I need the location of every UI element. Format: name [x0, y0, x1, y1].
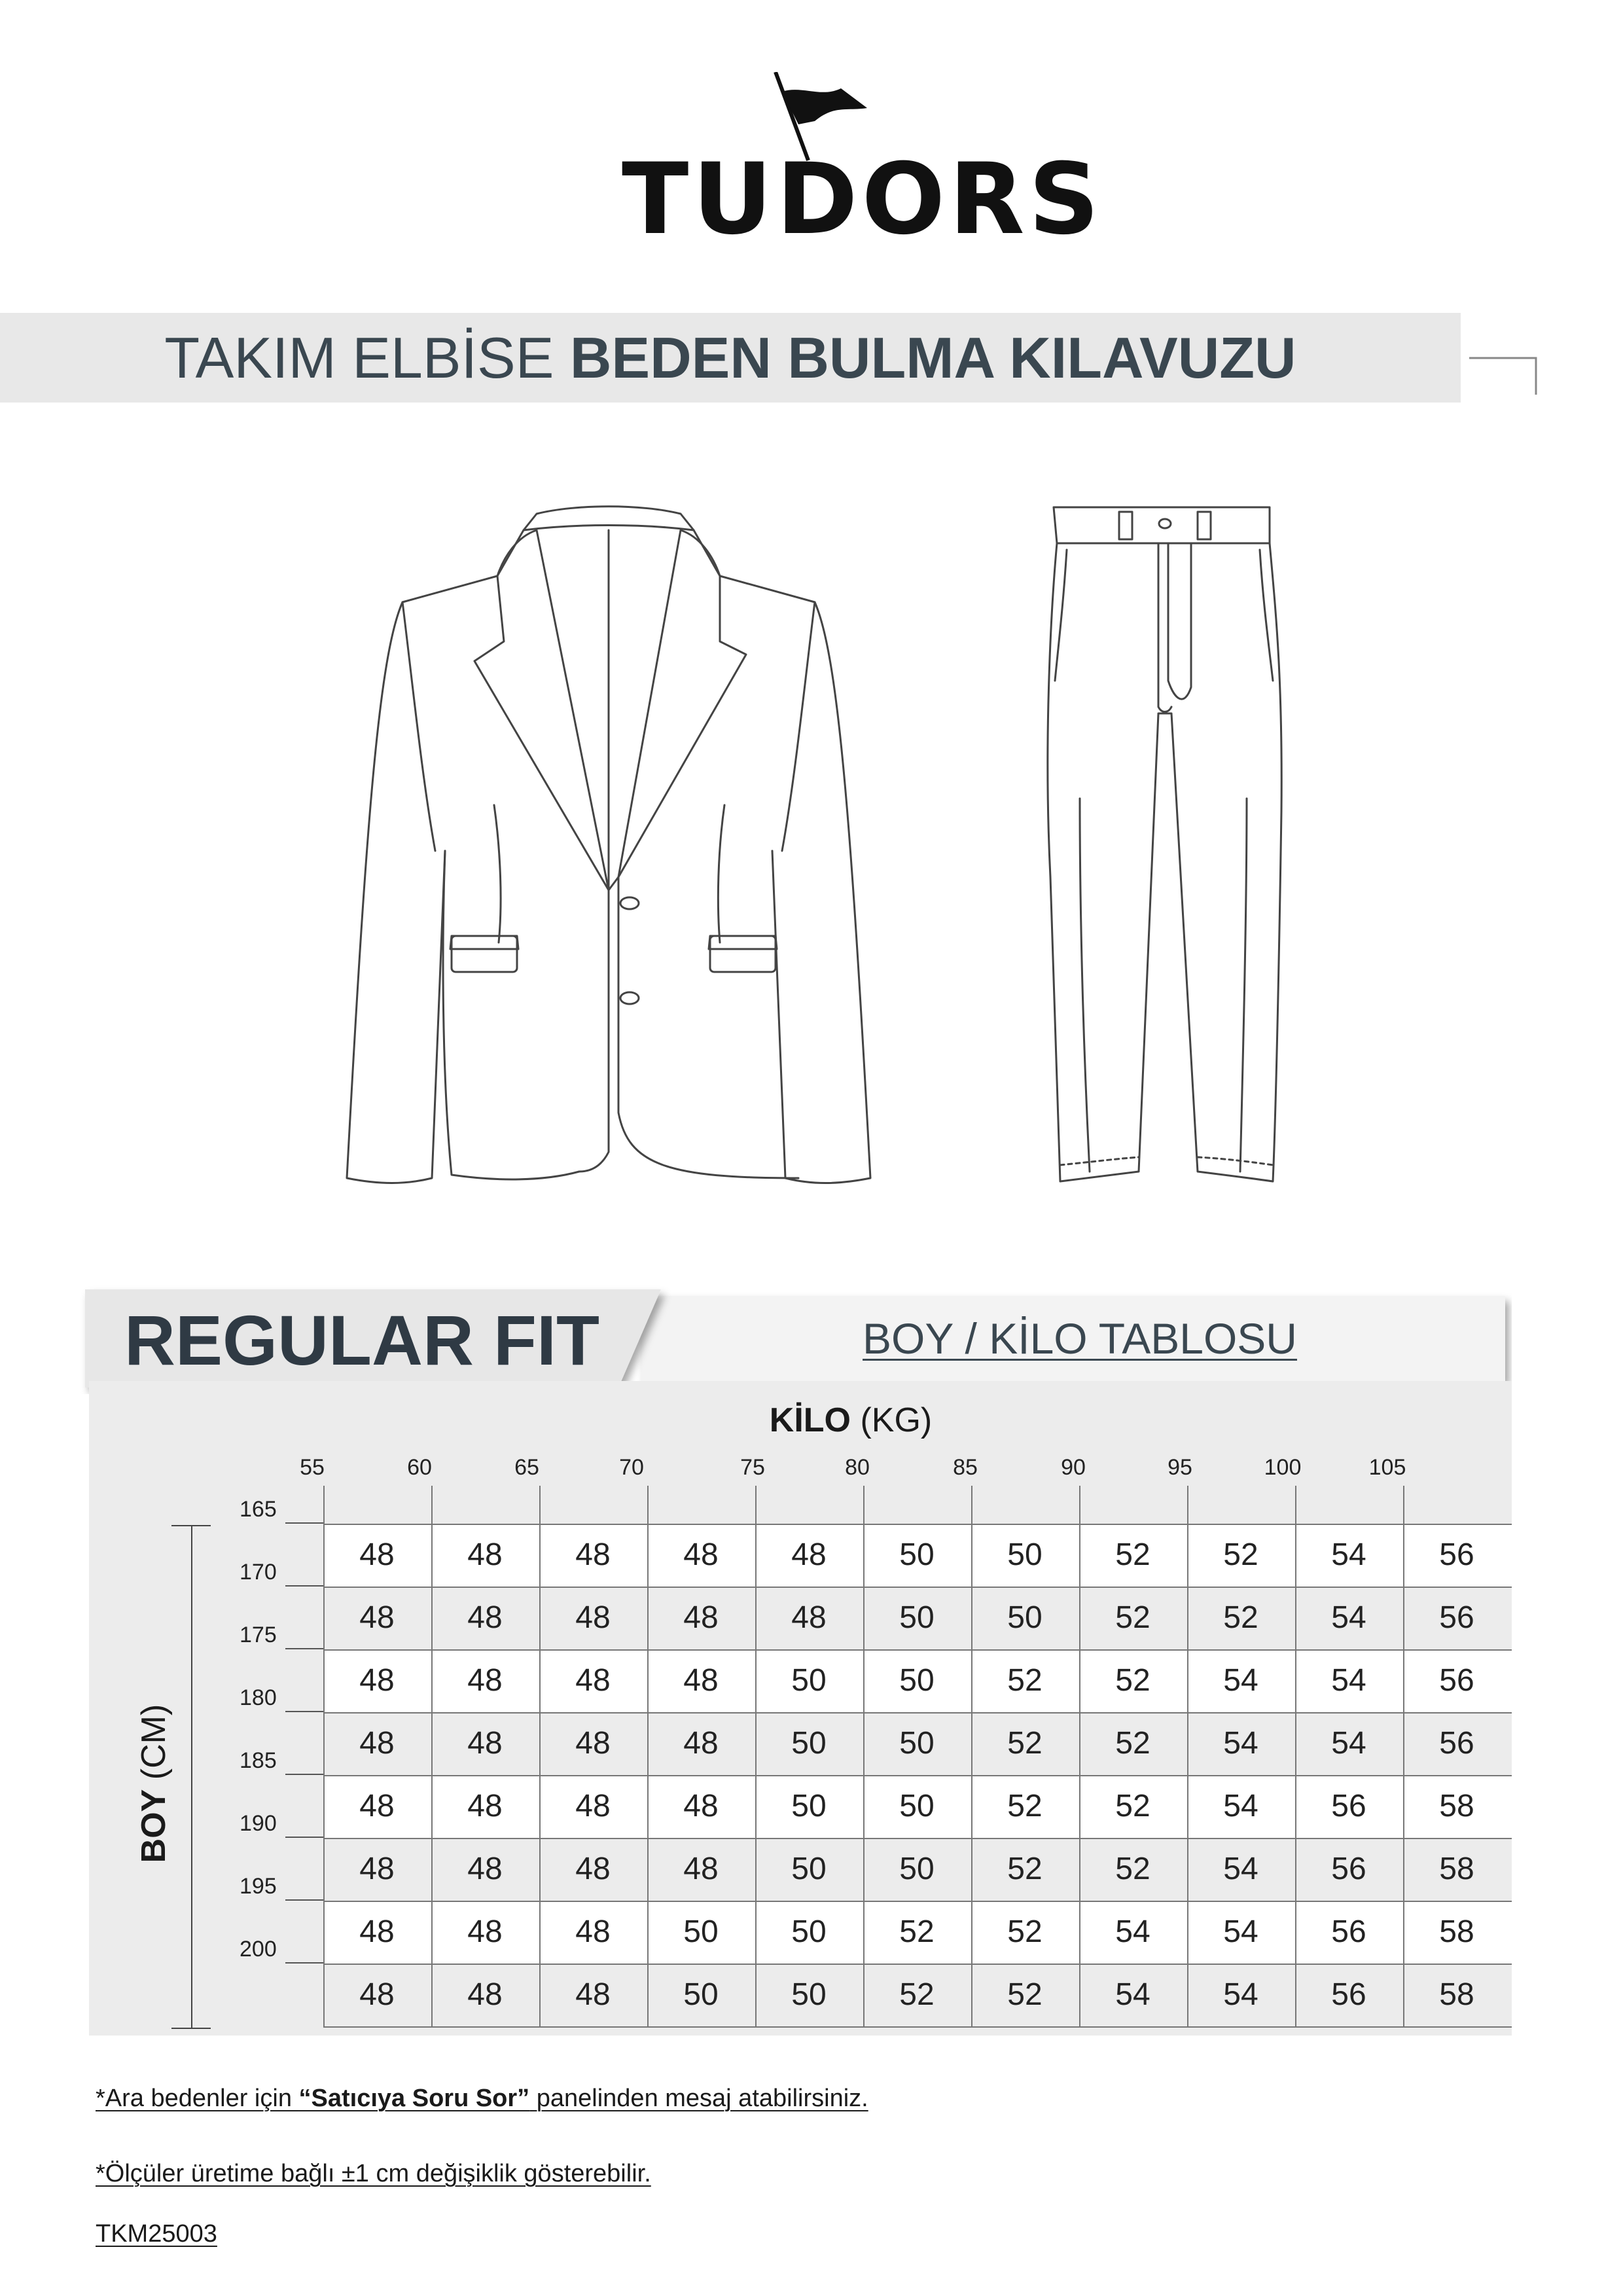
size-cell: 48 [683, 1789, 719, 1823]
kilo-axis-title [654, 1397, 1047, 1443]
boy-tick: 200 [240, 1937, 277, 1962]
size-cell: 56 [1331, 1914, 1366, 1949]
kilo-tick: 100 [1264, 1455, 1302, 1480]
kilo-tick: 75 [740, 1455, 765, 1480]
logo-text: TUDORS [622, 143, 1103, 257]
size-cell: 50 [683, 1977, 719, 2012]
size-cell: 52 [1007, 1789, 1043, 1823]
note-measurement-tolerance [96, 2160, 651, 2188]
size-cell: 52 [1115, 1852, 1150, 1886]
kilo-tick-stub [1187, 1486, 1188, 1524]
size-cell: 58 [1439, 1852, 1474, 1886]
size-cell: 50 [899, 1600, 935, 1635]
kilo-tick: 80 [845, 1455, 870, 1480]
grid-column-line [431, 1524, 433, 2028]
table-row [323, 1524, 1512, 1587]
size-cell: 50 [899, 1852, 935, 1886]
kilo-tick-stub [647, 1486, 649, 1524]
boy-axis-title [131, 1698, 177, 1869]
size-cell: 52 [1115, 1600, 1150, 1635]
table-row [323, 1838, 1512, 1901]
size-cell: 56 [1331, 1852, 1366, 1886]
size-cell: 48 [575, 1726, 611, 1761]
size-cell: 48 [467, 1977, 503, 2012]
size-cell: 48 [683, 1663, 719, 1698]
size-cell: 48 [359, 1537, 395, 1572]
grid-row-line [323, 1524, 1512, 1525]
kilo-tick: 90 [1061, 1455, 1086, 1480]
size-cell: 48 [359, 1600, 395, 1635]
size-cell: 54 [1223, 1663, 1258, 1698]
title-bold: BEDEN BULMA KILAVUZU [569, 325, 1296, 390]
size-cell: 48 [575, 1977, 611, 2012]
size-cell: 56 [1439, 1726, 1474, 1761]
size-cell: 52 [1115, 1537, 1150, 1572]
size-cell: 50 [1007, 1537, 1043, 1572]
size-cell: 52 [1007, 1726, 1043, 1761]
size-cell: 52 [1007, 1663, 1043, 1698]
size-cell: 56 [1331, 1977, 1366, 2012]
size-cell: 56 [1439, 1663, 1474, 1698]
size-cell: 52 [1007, 1977, 1043, 2012]
note2-text: *Ölçüler üretime bağlı ±1 cm değişiklik gösterebilir. [96, 2160, 651, 2187]
grid-column-line [1295, 1524, 1296, 2028]
grid-column-line [323, 1524, 325, 2028]
note1-post: panelinden mesaj atabilirsiniz. [529, 2085, 868, 2112]
size-cell: 54 [1223, 1726, 1258, 1761]
note-intermediate-sizes [96, 2085, 868, 2113]
table-row [323, 1587, 1512, 1649]
size-cell: 58 [1439, 1789, 1474, 1823]
kilo-tick: 95 [1168, 1455, 1192, 1480]
size-cell: 54 [1223, 1914, 1258, 1949]
boy-axis-cap-bottom [171, 2028, 211, 2029]
kilo-axis-title-bold: KİLO [769, 1401, 851, 1439]
grid-row-line [323, 1964, 1512, 1965]
product-code-text: TKM25003 [96, 2220, 217, 2248]
size-cell: 48 [575, 1600, 611, 1635]
table-row [323, 1712, 1512, 1775]
size-cell: 48 [467, 1537, 503, 1572]
size-cell: 48 [683, 1537, 719, 1572]
table-row [323, 1775, 1512, 1838]
size-cell: 54 [1331, 1600, 1366, 1635]
boy-tick-line [285, 1711, 323, 1712]
size-cell: 54 [1331, 1726, 1366, 1761]
size-cell: 50 [791, 1789, 827, 1823]
grid-column-line [1187, 1524, 1188, 2028]
grid-row-line [323, 1649, 1512, 1651]
size-cell: 48 [791, 1600, 827, 1635]
boy-tick-line [285, 1899, 323, 1901]
kilo-tick-stub [1295, 1486, 1296, 1524]
boy-tick: 185 [240, 1748, 277, 1773]
size-cell: 54 [1331, 1537, 1366, 1572]
size-cell: 52 [1007, 1852, 1043, 1886]
size-cell: 56 [1331, 1789, 1366, 1823]
size-cell: 48 [359, 1914, 395, 1949]
size-cell: 50 [899, 1663, 935, 1698]
size-cell: 50 [683, 1914, 719, 1949]
kilo-tick-stub [863, 1486, 865, 1524]
size-cell: 48 [359, 1977, 395, 2012]
boy-axis-title-bold: BOY [135, 1789, 173, 1863]
boy-tick: 175 [240, 1623, 277, 1647]
size-cell: 58 [1439, 1977, 1474, 2012]
size-cell: 48 [359, 1663, 395, 1698]
kilo-tick-stub [971, 1486, 972, 1524]
size-cell: 48 [467, 1852, 503, 1886]
note1-bold: “Satıcıya Soru Sor” [298, 2085, 530, 2112]
size-cell: 50 [791, 1977, 827, 2012]
size-cell: 48 [683, 1600, 719, 1635]
grid-row-line [323, 2026, 1512, 2028]
kilo-tick-stub [1079, 1486, 1080, 1524]
kilo-tick-stub [431, 1486, 433, 1524]
trousers-drawing [1048, 507, 1281, 1181]
size-cell: 54 [1115, 1914, 1150, 1949]
kilo-tick-stub [323, 1486, 325, 1524]
size-cell: 48 [359, 1726, 395, 1761]
grid-column-line [1403, 1524, 1404, 2028]
size-cell: 54 [1223, 1852, 1258, 1886]
size-cell: 58 [1439, 1914, 1474, 1949]
size-cell: 48 [575, 1663, 611, 1698]
size-grid [323, 1524, 1512, 2028]
size-cell: 52 [1223, 1537, 1258, 1572]
grid-row-line [323, 1838, 1512, 1839]
size-cell: 52 [1223, 1600, 1258, 1635]
grid-row-line [323, 1775, 1512, 1776]
grid-row-line [323, 1587, 1512, 1588]
size-cell: 48 [467, 1726, 503, 1761]
table-row [323, 1964, 1512, 2026]
product-code [96, 2220, 217, 2248]
boy-axis-line [191, 1525, 192, 2029]
kilo-tick: 105 [1368, 1455, 1406, 1480]
size-cell: 56 [1439, 1537, 1474, 1572]
size-cell: 50 [899, 1726, 935, 1761]
table-row [323, 1901, 1512, 1964]
grid-column-line [863, 1524, 865, 2028]
boy-tick: 165 [240, 1497, 277, 1522]
grid-column-line [539, 1524, 541, 2028]
kilo-tick: 65 [514, 1455, 539, 1480]
boy-tick-line [285, 1585, 323, 1587]
size-cell: 50 [791, 1914, 827, 1949]
size-cell: 48 [575, 1789, 611, 1823]
kilo-tick: 55 [300, 1455, 325, 1480]
size-cell: 54 [1115, 1977, 1150, 2012]
size-cell: 48 [575, 1914, 611, 1949]
table-row [323, 1649, 1512, 1712]
corner-mark [1469, 357, 1554, 396]
size-cell: 52 [1007, 1914, 1043, 1949]
boy-tick-line [285, 1522, 323, 1524]
grid-column-line [647, 1524, 649, 2028]
size-cell: 48 [359, 1789, 395, 1823]
boy-tick: 195 [240, 1874, 277, 1899]
grid-row-line [323, 1712, 1512, 1713]
suit-illustration [327, 484, 1322, 1204]
size-cell: 48 [791, 1537, 827, 1572]
kilo-tick: 60 [407, 1455, 432, 1480]
kilo-tick-stub [539, 1486, 541, 1524]
size-cell: 52 [1115, 1726, 1150, 1761]
size-cell: 56 [1439, 1600, 1474, 1635]
size-cell: 48 [467, 1789, 503, 1823]
size-cell: 48 [359, 1852, 395, 1886]
grid-column-line [755, 1524, 757, 2028]
size-cell: 54 [1223, 1789, 1258, 1823]
size-cell: 48 [467, 1663, 503, 1698]
kilo-tick-stub [1403, 1486, 1404, 1524]
kilo-tick: 85 [953, 1455, 978, 1480]
jacket-drawing [347, 507, 870, 1183]
size-cell: 48 [467, 1914, 503, 1949]
boy-tick-line [285, 1837, 323, 1838]
boy-axis-cap-top [171, 1525, 211, 1526]
size-cell: 52 [1115, 1789, 1150, 1823]
boy-tick-line [285, 1774, 323, 1775]
fit-title: REGULAR FIT [124, 1300, 599, 1380]
grid-row-line [323, 1901, 1512, 1902]
boy-axis-title-unit: (CM) [135, 1704, 173, 1789]
size-cell: 52 [899, 1914, 935, 1949]
boy-tick: 190 [240, 1811, 277, 1836]
size-cell: 50 [899, 1789, 935, 1823]
grid-column-line [1079, 1524, 1080, 2028]
boy-tick-line [285, 1962, 323, 1964]
size-cell: 50 [791, 1663, 827, 1698]
kilo-axis-title-unit: (KG) [851, 1401, 933, 1439]
size-cell: 50 [1007, 1600, 1043, 1635]
size-cell: 48 [575, 1537, 611, 1572]
fit-subtitle-text: BOY / KİLO TABLOSU [863, 1314, 1297, 1363]
boy-tick: 170 [240, 1560, 277, 1585]
kilo-tick: 70 [619, 1455, 644, 1480]
size-cell: 50 [791, 1726, 827, 1761]
kilo-tick-stub [755, 1486, 757, 1524]
brand-logo [622, 72, 1103, 257]
size-cell: 50 [899, 1537, 935, 1572]
size-cell: 54 [1331, 1663, 1366, 1698]
boy-tick: 180 [240, 1685, 277, 1710]
size-cell: 52 [899, 1977, 935, 2012]
size-cell: 50 [791, 1852, 827, 1886]
boy-tick-line [285, 1648, 323, 1649]
size-cell: 48 [575, 1852, 611, 1886]
size-cell: 54 [1223, 1977, 1258, 2012]
size-cell: 52 [1115, 1663, 1150, 1698]
grid-column-line [971, 1524, 972, 2028]
size-cell: 48 [683, 1726, 719, 1761]
note1-pre: *Ara bedenler için [96, 2085, 299, 2112]
size-cell: 48 [683, 1852, 719, 1886]
size-cell: 48 [467, 1600, 503, 1635]
title-light: TAKIM ELBİSE [164, 325, 570, 390]
page-title [0, 313, 1461, 403]
fit-subtitle [740, 1302, 1420, 1374]
